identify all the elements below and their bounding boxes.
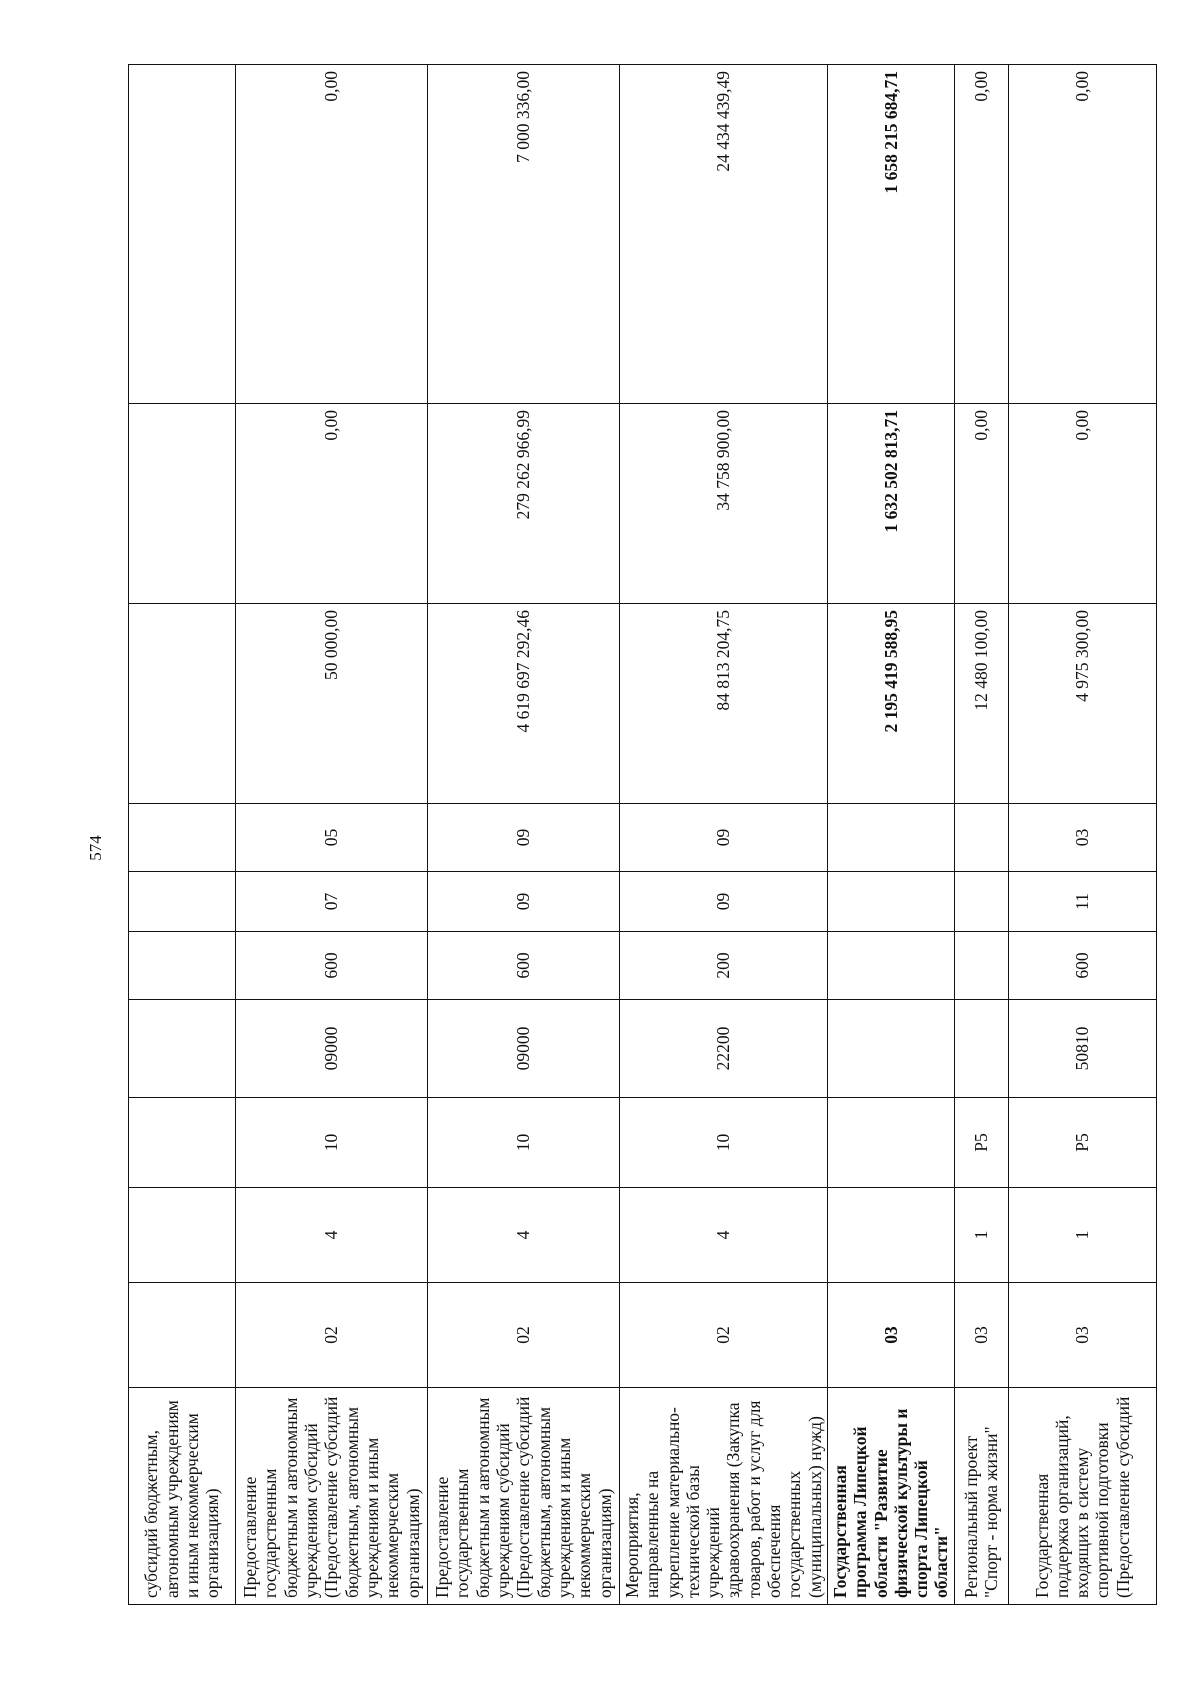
cell-c7: 09: [428, 804, 620, 872]
cell-c4: 09000: [236, 1000, 428, 1098]
cell-c6: 09: [620, 872, 828, 932]
cell-c3: 10: [236, 1098, 428, 1188]
table-row: [428, 65, 620, 1605]
cell-amount-1: 4 975 300,00: [1008, 604, 1156, 804]
cell-c6: [954, 872, 1008, 932]
cell-c3: 10: [620, 1098, 828, 1188]
cell-c1: 02: [236, 1283, 428, 1388]
row-name: Мероприятия, направленные на укрепление материально-технической базы учреждений здравоохранения (Закупка товаров, работ и услуг для обеспечения государственных (муниципальных) нужд): [620, 1388, 828, 1605]
row-name: Государственная программа Липецкой области "Развитие физической культуры и спорта Липецкой области": [827, 1388, 954, 1605]
cell-c5: 600: [1008, 932, 1156, 1000]
cell-amount-2: 0,00: [236, 404, 428, 604]
cell-amount-1: 4 619 697 292,46: [428, 604, 620, 804]
budget-table: [128, 64, 1157, 1605]
cell-c2: 1: [1008, 1188, 1156, 1283]
cell-c4: 22200: [620, 1000, 828, 1098]
cell-amount-3: 24 434 439,49: [620, 65, 828, 404]
cell-c7: 09: [620, 804, 828, 872]
row-name: Предоставление государственным бюджетным и автономным учреждениям субсидий (Предоставление субсидий бюджетным, автономным учреждениям и иным некоммерческим организациям): [236, 1388, 428, 1605]
cell-c4: [954, 1000, 1008, 1098]
cell-amount-1: 2 195 419 588,95: [827, 604, 954, 804]
cell-c1: 02: [428, 1283, 620, 1388]
cell-c5: 600: [428, 932, 620, 1000]
cell-c2: 4: [620, 1188, 828, 1283]
cell-c1: 03: [827, 1283, 954, 1388]
cell-amount-1: 12 480 100,00: [954, 604, 1008, 804]
cell-c1: [129, 1283, 236, 1388]
cell-amount-2: 0,00: [954, 404, 1008, 604]
cell-c6: 09: [428, 872, 620, 932]
cell-amount-2: 34 758 900,00: [620, 404, 828, 604]
cell-amount-1: [129, 604, 236, 804]
cell-c7: 03: [1008, 804, 1156, 872]
cell-c7: 05: [236, 804, 428, 872]
cell-amount-2: [129, 404, 236, 604]
cell-c3: [129, 1098, 236, 1188]
cell-amount-3: 7 000 336,00: [428, 65, 620, 404]
table-row: [620, 65, 828, 1605]
cell-amount-3: 0,00: [1008, 65, 1156, 404]
cell-c4: 50810: [1008, 1000, 1156, 1098]
table-row: [1008, 65, 1156, 1605]
cell-c7: [954, 804, 1008, 872]
cell-amount-1: 84 813 204,75: [620, 604, 828, 804]
cell-c5: 200: [620, 932, 828, 1000]
cell-amount-3: 0,00: [236, 65, 428, 404]
cell-c1: 03: [1008, 1283, 1156, 1388]
cell-c1: 02: [620, 1283, 828, 1388]
table-row: [236, 65, 428, 1605]
table-row: [129, 65, 236, 1605]
cell-c2: 4: [428, 1188, 620, 1283]
cell-c5: [954, 932, 1008, 1000]
row-name: Государственная поддержка организаций, входящих в систему спортивной подготовки (Предоставление субсидий: [1008, 1388, 1156, 1605]
cell-c4: [827, 1000, 954, 1098]
cell-c6: 07: [236, 872, 428, 932]
cell-c3: 10: [428, 1098, 620, 1188]
cell-amount-2: 279 262 966,99: [428, 404, 620, 604]
cell-c7: [827, 804, 954, 872]
row-name: Региональный проект "Спорт - норма жизни": [954, 1388, 1008, 1605]
cell-amount-3: 1 658 215 684,71: [827, 65, 954, 404]
cell-c3: [827, 1098, 954, 1188]
cell-c3: Р5: [1008, 1098, 1156, 1188]
cell-c2: 4: [236, 1188, 428, 1283]
cell-c6: [129, 872, 236, 932]
cell-c3: Р5: [954, 1098, 1008, 1188]
cell-c2: 1: [954, 1188, 1008, 1283]
cell-amount-3: [129, 65, 236, 404]
cell-c5: [129, 932, 236, 1000]
row-name: субсидий бюджетным, автономным учреждениям и иным некоммерческим организациям): [129, 1388, 236, 1605]
cell-amount-3: 0,00: [954, 65, 1008, 404]
table-row: [827, 65, 954, 1605]
cell-amount-2: 0,00: [1008, 404, 1156, 604]
cell-c5: [827, 932, 954, 1000]
rotated-table-container: [128, 65, 1133, 1605]
table-row: [954, 65, 1008, 1605]
cell-c2: [827, 1188, 954, 1283]
cell-amount-1: 50 000,00: [236, 604, 428, 804]
page-number: 574: [86, 835, 105, 861]
cell-amount-2: 1 632 502 813,71: [827, 404, 954, 604]
cell-c4: [129, 1000, 236, 1098]
cell-c2: [129, 1188, 236, 1283]
cell-c6: 11: [1008, 872, 1156, 932]
cell-c1: 03: [954, 1283, 1008, 1388]
row-name: Предоставление государственным бюджетным и автономным учреждениям субсидий (Предоставление субсидий бюджетным, автономным учреждениям и иным некоммерческим организациям): [428, 1388, 620, 1605]
cell-c7: [129, 804, 236, 872]
cell-c6: [827, 872, 954, 932]
cell-c4: 09000: [428, 1000, 620, 1098]
cell-c5: 600: [236, 932, 428, 1000]
